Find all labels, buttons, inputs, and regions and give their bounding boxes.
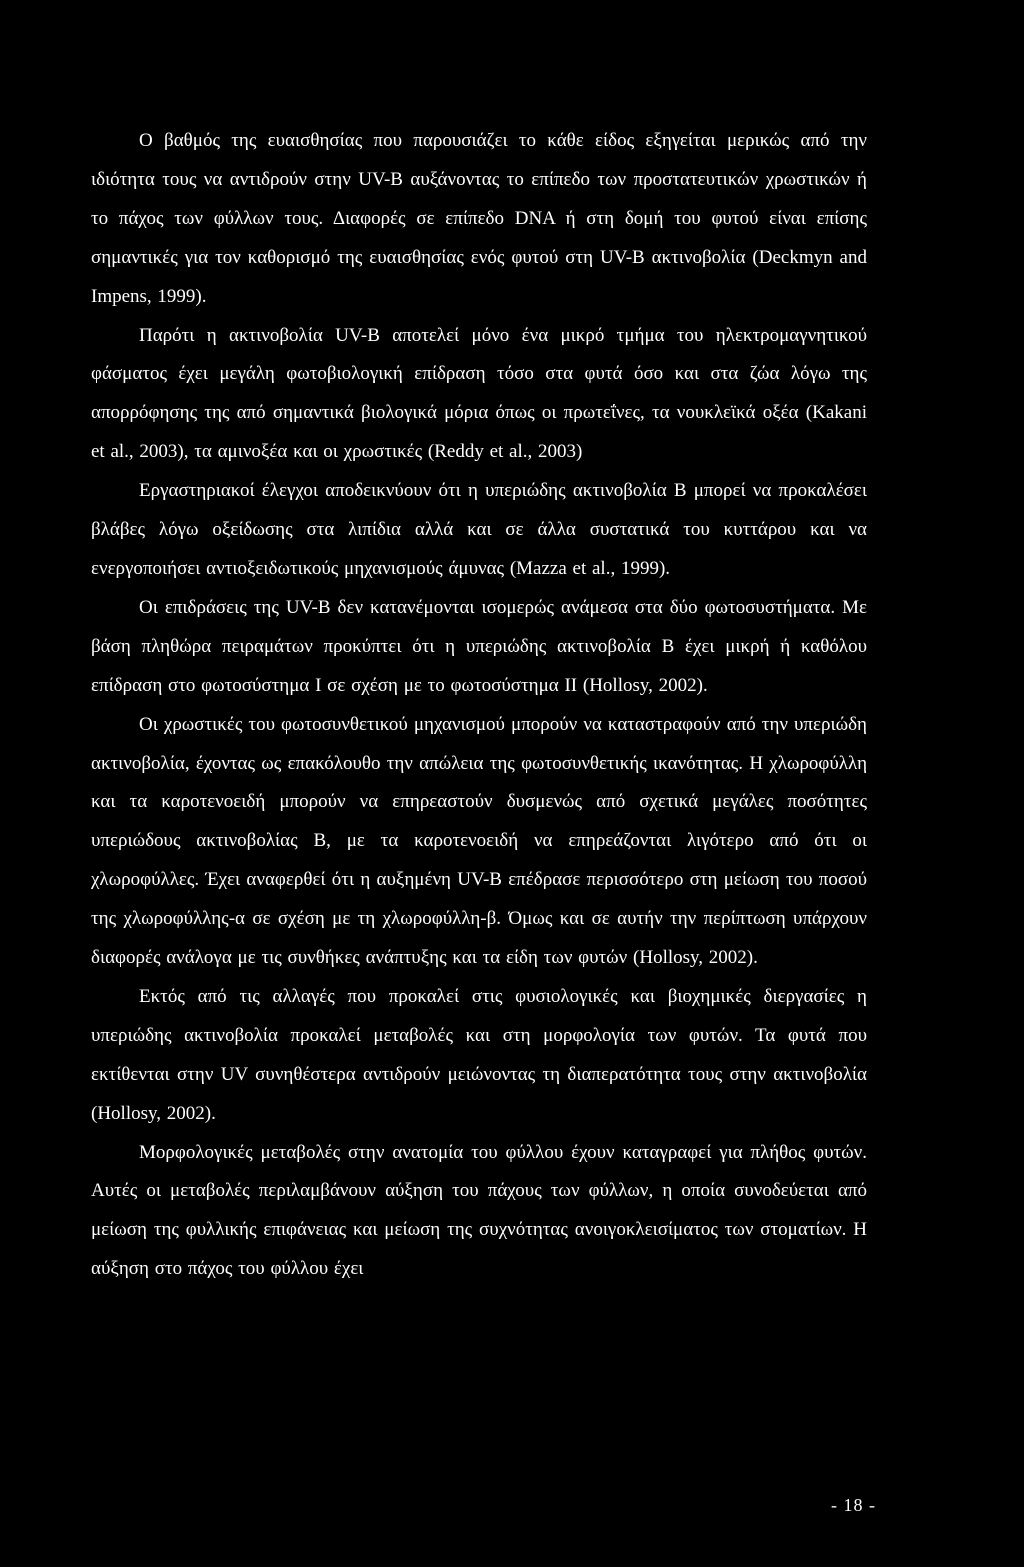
paragraph-morphology-changes: Εκτός από τις αλλαγές που προκαλεί στις φυσιολογικές και βιοχημικές διεργασίες η υπεριώδης ακτινοβολία προκαλεί μεταβολές και στη μορφολογία των φυτών. Τα φυτά που εκτίθενται στην UV συνηθέστερα αντιδρούν μειώνοντας τη διαπερατότητα τους στην ακτινοβολία (Hollosy, 2002). <box>91 985 867 1124</box>
paragraph-leaf-anatomy: Μορφολογικές μεταβολές στην ανατομία του φύλλου έχουν καταγραφεί για πλήθος φυτών. Αυτές οι μεταβολές περιλαμβάνουν αύξηση του πάχους των φύλλων, η οποία συνοδεύεται από μείωση της φυλλικής επιφάνειας και μείωση της συχνότητας ανοιγοκλεισίματος των στοματίων. Η αύξηση στο πάχος του φύλλου έχει <box>91 1141 867 1280</box>
document-body <box>91 122 867 1289</box>
paragraph-uvb-photobiology: Παρότι η ακτινοβολία UV-B αποτελεί μόνο ένα μικρό τμήμα του ηλεκτρομαγνητικού φάσματος έχει μεγάλη φωτοβιολογική επίδραση τόσο στα φυτά όσο και στα ζώα λόγω της απορρόφησης της από σημαντικά βιολογικά μόρια όπως οι πρωτεΐνες, τα νουκλεϊκά οξέα (Kakani et al., 2003), τα αμινοξέα και οι χρωστικές (Reddy et al., 2003) <box>91 324 867 463</box>
paragraph-pigments: Οι χρωστικές του φωτοσυνθετικού μηχανισμού μπορούν να καταστραφούν από την υπεριώδη ακτινοβολία, έχοντας ως επακόλουθο την απώλεια της φωτοσυνθετικής ικανότητας. Η χλωροφύλλη και τα καροτενοειδή μπορούν να επηρεαστούν δυσμενώς από σχετικά μεγάλες ποσότητες υπεριώδους ακτινοβολίας Β, με τα καροτενοειδή να επηρεάζονται λιγότερο από ότι οι χλωροφύλλες. Έχει αναφερθεί ότι η αυξημένη UV-B επέδρασε περισσότερο στη μείωση του ποσού της χλωροφύλλης-α σε σχέση με τη χλωροφύλλη-β. Όμως και σε αυτήν την περίπτωση υπάρχουν διαφορές ανάλογα με τις συνθήκες ανάπτυξης και τα είδη των φυτών (Hollosy, 2002). <box>91 713 867 969</box>
paragraph-uv-sensitivity: Ο βαθμός της ευαισθησίας που παρουσιάζει το κάθε είδος εξηγείται μερικώς από την ιδιότητα τους να αντιδρούν στην UV-B αυξάνοντας το επίπεδο των προστατευτικών χρωστικών ή το πάχος των φύλλων τους. Διαφορές σε επίπεδο DNA ή στη δομή του φυτού είναι επίσης σημαντικές για τον καθορισμό της ευαισθησίας ενός φυτού στη UV-B ακτινοβολία (Deckmyn and Impens, 1999). <box>91 130 867 307</box>
paragraph-photosystems: Οι επιδράσεις της UV-B δεν κατανέμονται ισομερώς ανάμεσα στα δύο φωτοσυστήματα. Με βάση πληθώρα πειραμάτων προκύπτει ότι η υπεριώδης ακτινοβολία Β έχει μικρή ή καθόλου επίδραση στο φωτοσύστημα Ι σε σχέση με το φωτοσύστημα ΙΙ (Hollosy, 2002). <box>91 596 867 696</box>
paragraph-lab-tests: Εργαστηριακοί έλεγχοι αποδεικνύουν ότι η υπεριώδης ακτινοβολία Β μπορεί να προκαλέσει βλάβες λόγω οξείδωσης στα λιπίδια αλλά και σε άλλα συστατικά του κυττάρου και να ενεργοποιήσει αντιοξειδωτικούς μηχανισμούς άμυνας (Mazza et al., 1999). <box>91 480 867 579</box>
page-number: - 18 - <box>831 1495 876 1515</box>
